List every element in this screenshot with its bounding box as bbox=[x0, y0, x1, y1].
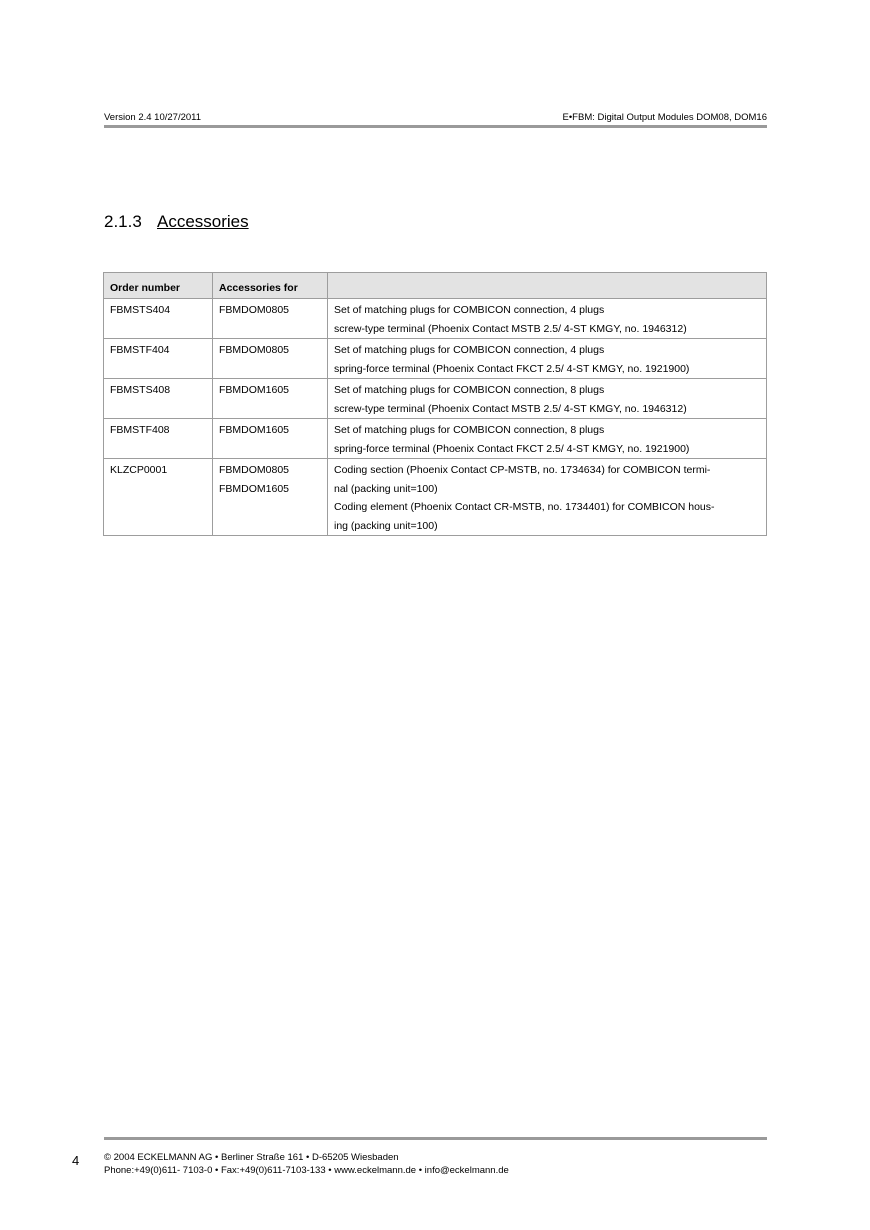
header-title: E•FBM: Digital Output Modules DOM08, DOM16 bbox=[562, 112, 767, 123]
description-line: Set of matching plugs for COMBICON connection, 4 plugs bbox=[334, 344, 605, 356]
column-header-accessories-for: Accessories for bbox=[213, 273, 328, 299]
description-cell bbox=[328, 379, 767, 419]
section-title: Accessories bbox=[157, 212, 249, 231]
order-number-cell: FBMSTS404 bbox=[104, 299, 213, 339]
description-line: Coding element (Phoenix Contact CR-MSTB, no. 1734401) for COMBICON hous- bbox=[334, 501, 715, 513]
description-cell bbox=[328, 419, 767, 459]
header-version: Version 2.4 10/27/2011 bbox=[104, 112, 202, 123]
accessories-for-item: FBMDOM1605 bbox=[219, 424, 290, 436]
description-line: spring-force terminal (Phoenix Contact FKCT 2.5/ 4-ST KMGY, no. 1921900) bbox=[334, 442, 690, 455]
order-number-cell: FBMSTF408 bbox=[104, 419, 213, 459]
description-line: nal (packing unit=100) bbox=[334, 482, 438, 495]
table-row bbox=[104, 459, 767, 536]
table-row bbox=[104, 419, 767, 459]
description-line: Set of matching plugs for COMBICON connection, 8 plugs bbox=[334, 424, 605, 436]
table-row bbox=[104, 339, 767, 379]
page-footer bbox=[104, 1151, 509, 1177]
footer-address: © 2004 ECKELMANN AG • Berliner Straße 161 • D-65205 Wiesbaden bbox=[104, 1152, 399, 1163]
description-cell bbox=[328, 459, 767, 536]
order-number-cell: FBMSTS408 bbox=[104, 379, 213, 419]
accessories-for-cell bbox=[213, 419, 328, 459]
description-cell bbox=[328, 339, 767, 379]
order-number-cell: FBMSTF404 bbox=[104, 339, 213, 379]
footer-divider bbox=[104, 1137, 767, 1140]
description-line: Set of matching plugs for COMBICON connection, 8 plugs bbox=[334, 384, 605, 396]
description-line: Set of matching plugs for COMBICON connection, 4 plugs bbox=[334, 304, 605, 316]
accessories-for-item: FBMDOM1605 bbox=[219, 482, 290, 495]
section-number: 2.1.3 bbox=[104, 212, 142, 231]
table-header-row bbox=[104, 273, 767, 299]
accessories-table bbox=[103, 272, 767, 536]
header-divider bbox=[104, 125, 767, 128]
accessories-for-cell bbox=[213, 339, 328, 379]
description-line: Coding section (Phoenix Contact CP-MSTB, no. 1734634) for COMBICON termi- bbox=[334, 464, 711, 476]
section-heading bbox=[104, 212, 249, 232]
accessories-for-cell bbox=[213, 459, 328, 536]
page-number: 4 bbox=[72, 1153, 80, 1168]
order-number-cell: KLZCP0001 bbox=[104, 459, 213, 536]
column-header-order-number: Order number bbox=[104, 273, 213, 299]
accessories-for-item: FBMDOM1605 bbox=[219, 384, 290, 396]
description-line: screw-type terminal (Phoenix Contact MSTB 2.5/ 4-ST KMGY, no. 1946312) bbox=[334, 322, 687, 335]
accessories-for-item: FBMDOM0805 bbox=[219, 304, 290, 316]
description-line: spring-force terminal (Phoenix Contact FKCT 2.5/ 4-ST KMGY, no. 1921900) bbox=[334, 362, 690, 375]
description-line: screw-type terminal (Phoenix Contact MSTB 2.5/ 4-ST KMGY, no. 1946312) bbox=[334, 402, 687, 415]
table-row bbox=[104, 299, 767, 339]
accessories-for-item: FBMDOM0805 bbox=[219, 464, 290, 476]
description-cell bbox=[328, 299, 767, 339]
description-line: ing (packing unit=100) bbox=[334, 519, 438, 532]
page-header bbox=[104, 110, 767, 124]
accessories-for-cell bbox=[213, 379, 328, 419]
accessories-for-item: FBMDOM0805 bbox=[219, 344, 290, 356]
footer-contact: Phone:+49(0)611- 7103-0 • Fax:+49(0)611-7103-133 • www.eckelmann.de • info@eckelmann.de bbox=[104, 1165, 509, 1176]
table-row bbox=[104, 379, 767, 419]
accessories-for-cell bbox=[213, 299, 328, 339]
column-header-description bbox=[328, 273, 767, 299]
